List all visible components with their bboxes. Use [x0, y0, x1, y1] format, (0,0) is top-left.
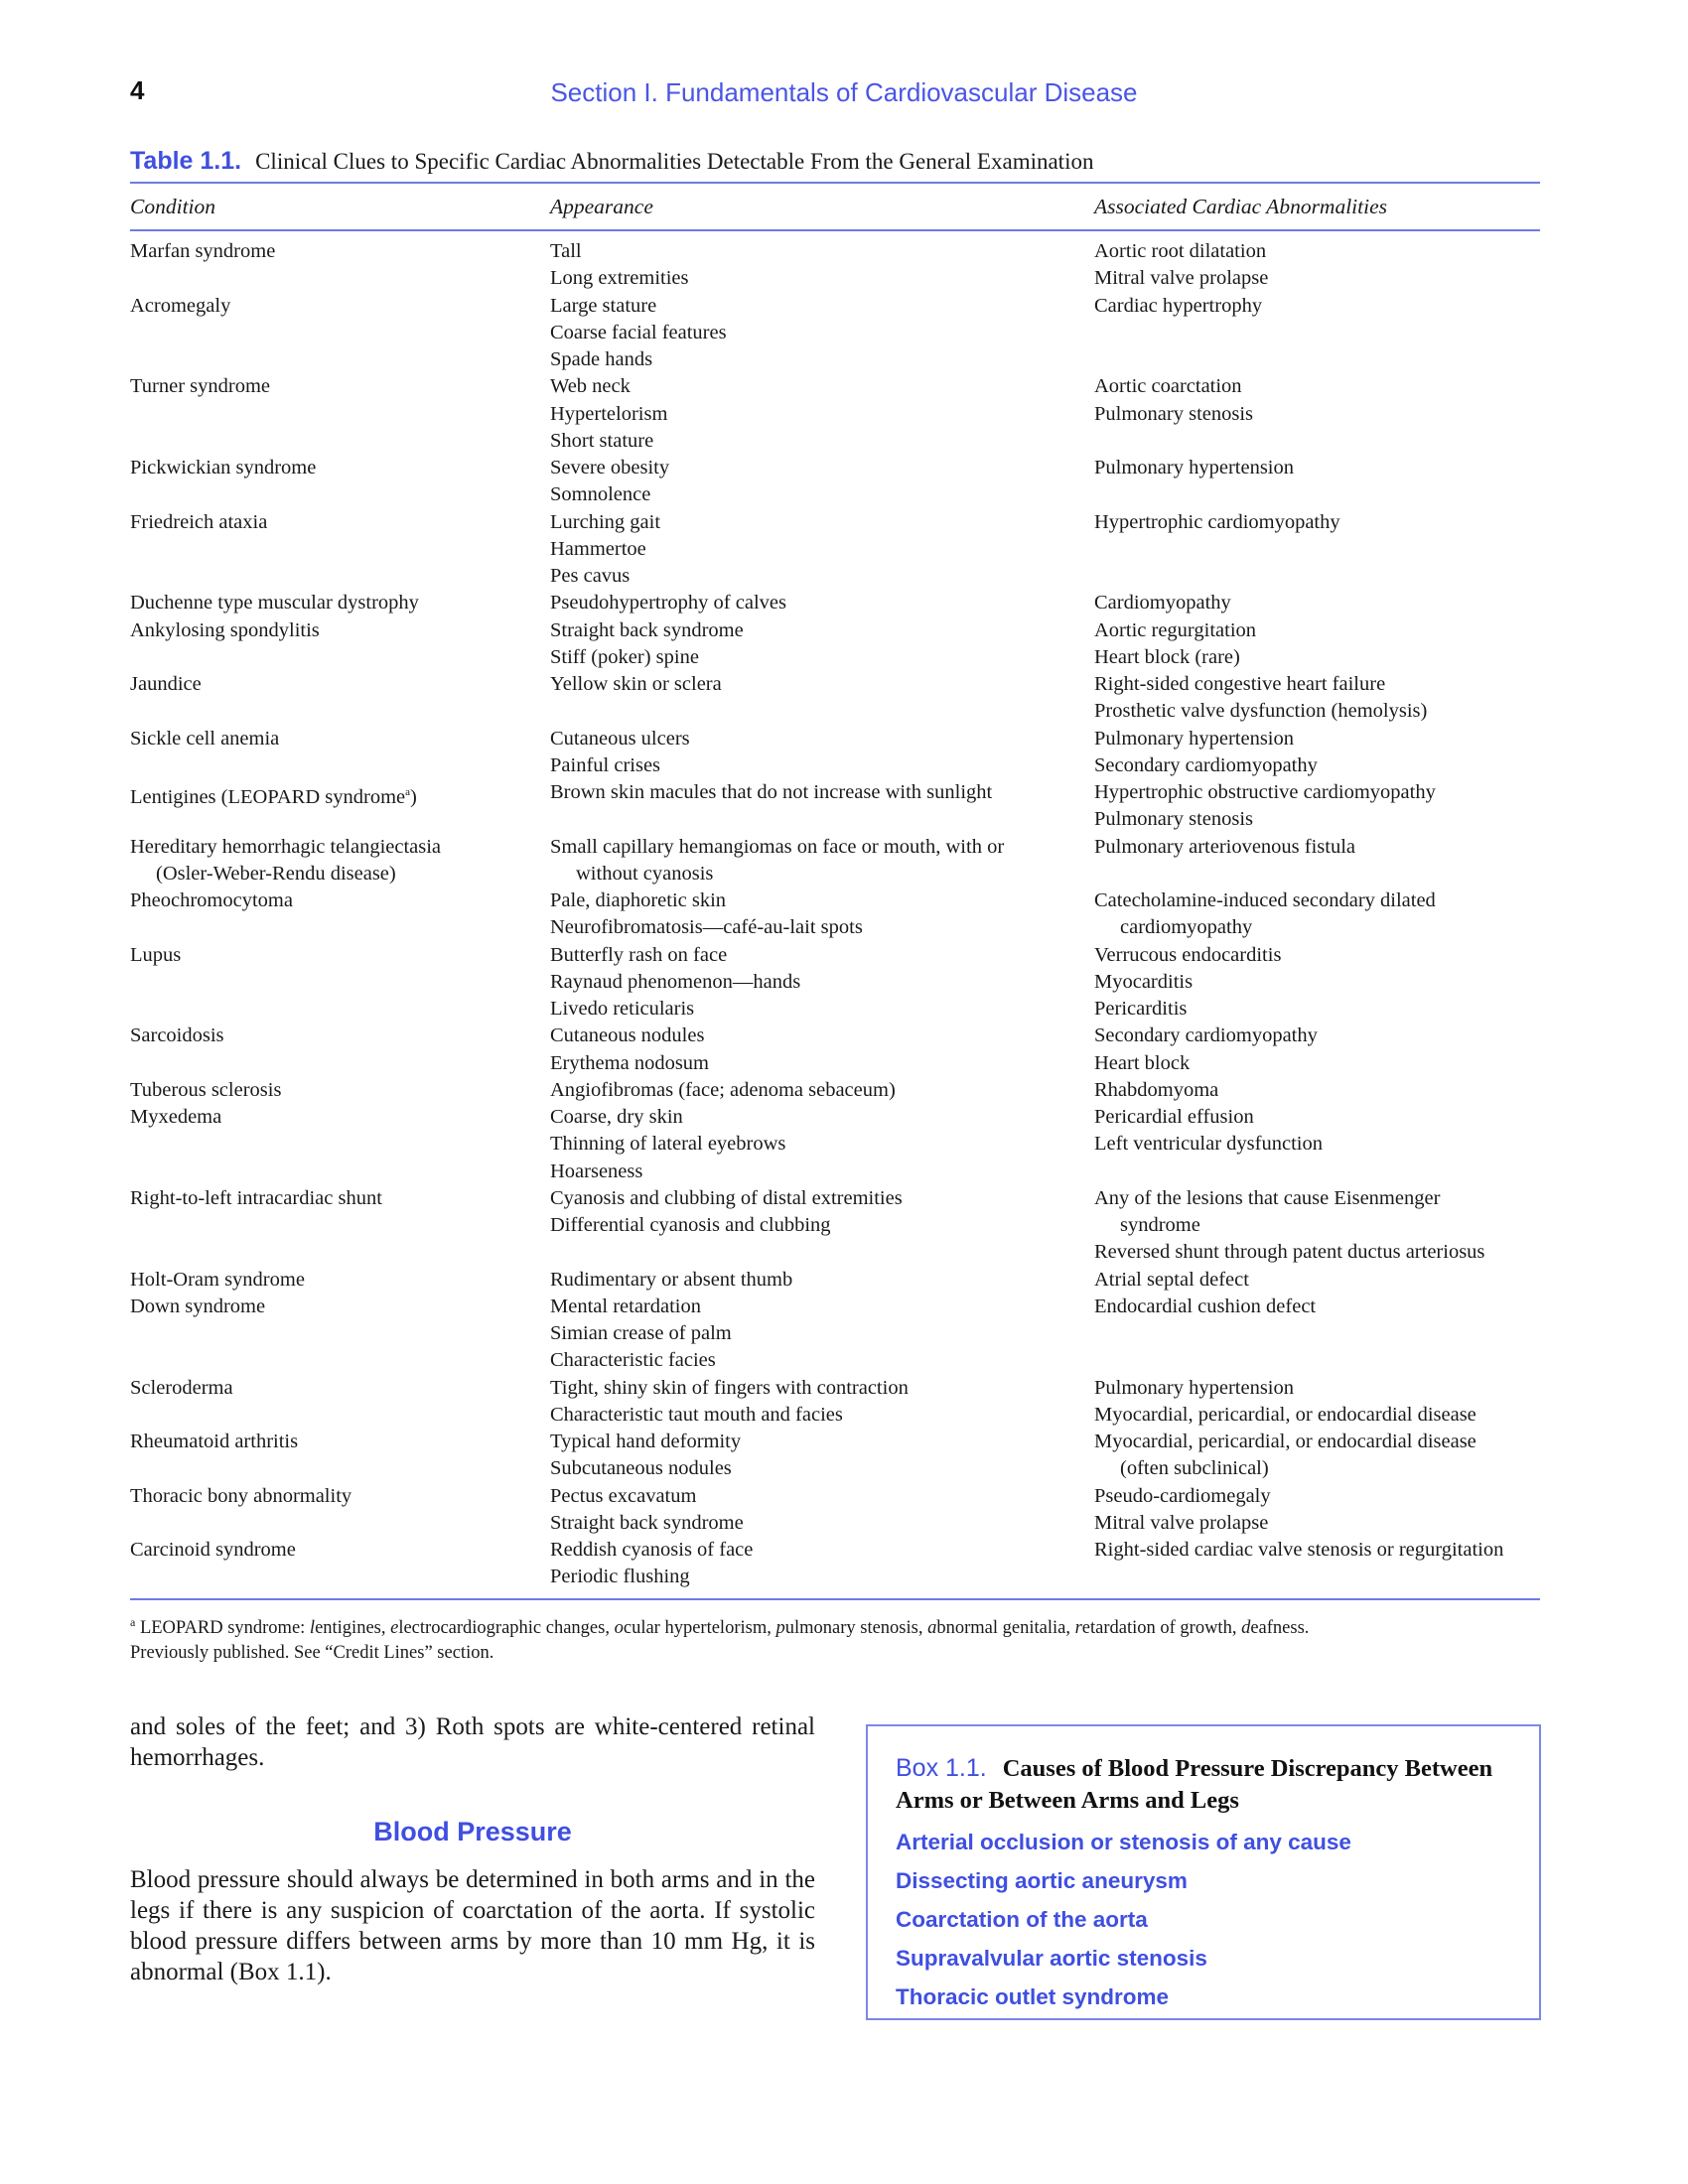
cell-line: Cutaneous ulcers — [550, 727, 690, 750]
cardiac-cell — [1094, 590, 1231, 616]
appearance-cell — [550, 887, 863, 942]
cell-line: Secondary cardiomyopathy — [1094, 753, 1318, 776]
page-number: 4 — [130, 75, 145, 105]
footnote-initial: d — [1241, 1618, 1251, 1639]
cell-line: Rudimentary or absent thumb — [550, 1268, 793, 1291]
cardiac-cell — [1094, 509, 1340, 536]
cell-line: Ankylosing spondylitis — [130, 618, 320, 641]
table-label: Table 1.1. — [130, 147, 242, 175]
box-item: Dissecting aortic aneurysm — [896, 1868, 1188, 1893]
footnote-terms — [310, 1618, 1309, 1638]
appearance-cell — [550, 1483, 744, 1538]
cell-line: Thoracic bony abnormality — [130, 1484, 352, 1507]
section-heading: Blood Pressure — [373, 1817, 572, 1846]
cell-line: Tall — [550, 240, 582, 262]
cell-line: Subcutaneous nodules — [550, 1457, 732, 1480]
table-row — [130, 942, 1540, 1024]
condition-cell — [130, 726, 279, 752]
cell-line: syndrome — [1120, 1214, 1200, 1236]
footnote-marker: a — [130, 1615, 136, 1629]
cell-line: Right-sided congestive heart failure — [1094, 673, 1386, 695]
column-header-cardiac: Associated Cardiac Abnormalities — [1094, 195, 1388, 218]
appearance-cell — [550, 1267, 792, 1294]
table-row — [130, 671, 1540, 726]
table-row — [130, 455, 1540, 509]
cardiac-cell — [1094, 1077, 1218, 1104]
cell-line: Somnolence — [550, 483, 651, 506]
condition-cell — [130, 887, 293, 914]
cardiac-cell — [1094, 779, 1436, 834]
footnote-initial: l — [309, 1618, 316, 1639]
appearance-cell — [550, 1375, 909, 1430]
cell-line: cardiomyopathy — [1120, 916, 1253, 939]
cell-line: Hypertrophic obstructive cardiomyopathy — [1094, 781, 1436, 803]
table-row — [130, 590, 1540, 616]
cardiac-cell — [1094, 1267, 1249, 1294]
table-row — [130, 887, 1540, 942]
column-header-appearance: Appearance — [550, 195, 653, 218]
cell-line: Scleroderma — [130, 1376, 233, 1399]
cell-line: Pulmonary arteriovenous fistula — [1094, 835, 1356, 858]
table-bottom-rule — [130, 1598, 1540, 1600]
cell-line: Mitral valve prolapse — [1094, 1511, 1269, 1534]
credit-line: Previously published. See “Credit Lines” section. — [130, 1643, 494, 1664]
appearance-cell — [550, 1294, 732, 1375]
table-row — [130, 373, 1540, 455]
table-row — [130, 1294, 1540, 1375]
table-body — [130, 238, 1540, 1591]
cell-line: Pheochromocytoma — [130, 889, 293, 911]
cell-line: Acromegaly — [130, 294, 231, 317]
cell-line: Severe obesity — [550, 457, 670, 478]
cell-line: Verrucous endocarditis — [1094, 943, 1282, 966]
cell-line: Long extremities — [550, 267, 689, 290]
condition-cell — [130, 1537, 296, 1564]
condition-cell — [130, 671, 202, 698]
cell-line: Left ventricular dysfunction — [1094, 1133, 1323, 1156]
cell-line: Lurching gait — [550, 510, 661, 533]
cell-line: Pseudo-cardiomegaly — [1094, 1484, 1271, 1507]
appearance-cell — [550, 942, 800, 1024]
condition-cell — [130, 1104, 221, 1131]
cell-line: Myocardial, pericardial, or endocardial disease — [1094, 1403, 1477, 1426]
cell-line: Painful crises — [550, 753, 661, 776]
cardiac-cell — [1094, 887, 1436, 942]
cell-line: Aortic root dilatation — [1094, 240, 1267, 262]
cell-line: Butterfly rash on face — [550, 943, 728, 966]
footnote-initial: o — [614, 1618, 624, 1639]
cell-line: Large stature — [550, 294, 657, 317]
cardiac-cell — [1094, 834, 1355, 861]
cell-line: Hypertrophic cardiomyopathy — [1094, 510, 1340, 533]
cell-line: Right-to-left intracardiac shunt — [130, 1186, 382, 1209]
cell-line: Cardiomyopathy — [1094, 592, 1231, 614]
cardiac-cell — [1094, 942, 1281, 1024]
cell-line: Pulmonary stenosis — [1094, 808, 1254, 831]
cell-line: Prosthetic valve dysfunction (hemolysis) — [1094, 700, 1428, 723]
appearance-cell — [550, 1104, 785, 1185]
cell-line: Myxedema — [130, 1106, 222, 1128]
box-item: Arterial occlusion or stenosis of any cause — [896, 1830, 1351, 1854]
appearance-cell — [550, 1185, 903, 1240]
cardiac-cell — [1094, 1294, 1316, 1320]
cell-line: Holt-Oram syndrome — [130, 1268, 305, 1291]
cell-line: Cutaneous nodules — [550, 1024, 705, 1047]
cell-line: Pericarditis — [1094, 998, 1188, 1020]
condition-cell — [130, 455, 316, 481]
footnote-initial: p — [775, 1618, 785, 1639]
footnote-term: etardation of growth, — [1081, 1618, 1242, 1639]
cell-line: Brown skin macules that do not increase with sunlight — [550, 781, 993, 803]
cell-line: Friedreich ataxia — [130, 510, 268, 533]
cardiac-cell — [1094, 1483, 1271, 1538]
column-header-condition: Condition — [130, 195, 216, 218]
condition-cell — [130, 1294, 265, 1320]
table-row — [130, 238, 1540, 293]
footnote-term: bnormal genitalia, — [936, 1618, 1075, 1639]
box-item: Coarctation of the aorta — [896, 1907, 1148, 1932]
cell-line: Straight back syndrome — [550, 618, 744, 641]
table-row — [130, 1267, 1540, 1294]
appearance-cell — [550, 455, 669, 509]
table-row — [130, 834, 1540, 888]
cell-line: without cyanosis — [576, 862, 714, 885]
cell-line: Catecholamine-induced secondary dilated — [1094, 889, 1436, 911]
condition-cell — [130, 590, 419, 616]
cell-line: Sickle cell anemia — [130, 727, 280, 750]
cell-line: Yellow skin or sclera — [550, 673, 722, 695]
table-row — [130, 1429, 1540, 1483]
cell-line: (often subclinical) — [1120, 1457, 1269, 1480]
cell-line: Characteristic facies — [550, 1349, 716, 1372]
cell-line: Rheumatoid arthritis — [130, 1431, 299, 1452]
condition-cell — [130, 1267, 305, 1294]
footnote-intro: LEOPARD syndrome: — [139, 1618, 310, 1639]
footnote-term: ulmonary stenosis, — [784, 1618, 928, 1639]
condition-cell — [130, 373, 270, 400]
cell-line: Cardiac hypertrophy — [1094, 294, 1263, 317]
appearance-cell — [550, 1429, 741, 1483]
cell-line: Down syndrome — [130, 1295, 266, 1317]
cell-line: Pes cavus — [550, 565, 631, 587]
cell-line: Simian crease of palm — [550, 1322, 732, 1344]
condition-cell — [130, 1023, 224, 1049]
cell-line: Myocardial, pericardial, or endocardial disease — [1094, 1431, 1477, 1452]
condition-cell — [130, 1375, 233, 1402]
cell-line: Pickwickian syndrome — [130, 457, 317, 478]
appearance-cell — [550, 834, 1004, 888]
cardiac-cell — [1094, 617, 1256, 672]
cell-line: Periodic flushing — [550, 1566, 690, 1588]
cardiac-cell — [1094, 1185, 1484, 1267]
cell-line: Neurofibromatosis—café-au-lait spots — [550, 916, 863, 939]
cell-line: Reddish cyanosis of face — [550, 1539, 754, 1561]
cell-line: Pulmonary hypertension — [1094, 457, 1294, 478]
cell-line: Jaundice — [130, 673, 202, 695]
cell-line: Small capillary hemangiomas on face or mouth, with or — [550, 835, 1005, 858]
cell-line: Coarse facial features — [550, 321, 727, 343]
cell-line: Endocardial cushion defect — [1094, 1295, 1317, 1317]
cell-line: Spade hands — [550, 348, 653, 370]
table-row — [130, 509, 1540, 591]
cardiac-cell — [1094, 1429, 1477, 1483]
footnote-initial: r — [1074, 1618, 1082, 1639]
cardiac-cell — [1094, 1537, 1503, 1564]
cardiac-cell — [1094, 1375, 1477, 1430]
cardiac-cell — [1094, 1023, 1318, 1077]
cell-line: Pulmonary stenosis — [1094, 402, 1254, 425]
condition-cell — [130, 1483, 352, 1510]
table-row — [130, 1077, 1540, 1104]
cell-line: Aortic coarctation — [1094, 375, 1242, 398]
footnote-term: cular hypertelorism, — [623, 1618, 776, 1639]
cell-line: (Osler-Weber-Rendu disease) — [156, 862, 396, 885]
appearance-cell — [550, 373, 667, 455]
cell-line: Any of the lesions that cause Eisenmenger — [1094, 1186, 1441, 1209]
cell-line: Mental retardation — [550, 1295, 701, 1317]
table-caption — [130, 147, 1540, 176]
cell-line: Thinning of lateral eyebrows — [550, 1133, 786, 1156]
table-row — [130, 779, 1540, 834]
cell-line: Coarse, dry skin — [550, 1106, 683, 1128]
body-paragraph: Blood pressure should always be determined in both arms and in the legs if there is any suspicion of coarctation of the aorta. If systolic blood pressure differs between arms by more than 10 mm Hg, it is abnormal (Box 1.1). — [130, 1866, 815, 1985]
appearance-cell — [550, 779, 992, 806]
appearance-cell — [550, 590, 786, 616]
appearance-cell — [550, 726, 690, 780]
cardiac-cell — [1094, 293, 1262, 320]
footnote-leopard — [130, 1610, 1540, 1641]
appearance-cell — [550, 617, 744, 672]
cell-line: Mitral valve prolapse — [1094, 267, 1269, 290]
table-row — [130, 1537, 1540, 1591]
appearance-cell — [550, 509, 660, 591]
cell-line: Secondary cardiomyopathy — [1094, 1024, 1318, 1047]
cell-line: Hypertelorism — [550, 402, 668, 425]
footnote-ref: a — [405, 786, 411, 798]
appearance-cell — [550, 238, 688, 293]
cell-line: Hoarseness — [550, 1160, 643, 1182]
condition-cell — [130, 942, 181, 969]
cell-line: Short stature — [550, 429, 654, 452]
footnote-term: entigines, — [315, 1618, 391, 1639]
cell-line: Pseudohypertrophy of calves — [550, 592, 786, 614]
condition-cell — [130, 779, 417, 806]
cell-line: Livedo reticularis — [550, 998, 695, 1020]
cell-line: Straight back syndrome — [550, 1511, 744, 1534]
cell-line: Pericardial effusion — [1094, 1106, 1254, 1128]
cell-line: Sarcoidosis — [130, 1024, 224, 1047]
table-row — [130, 726, 1540, 780]
cell-line: Myocarditis — [1094, 970, 1194, 993]
table-top-rule — [130, 182, 1540, 184]
cell-line: Differential cyanosis and clubbing — [550, 1214, 831, 1236]
cell-line: Cyanosis and clubbing of distal extremities — [550, 1186, 903, 1209]
condition-cell — [130, 1185, 382, 1212]
cell-line: Right-sided cardiac valve stenosis or regurgitation — [1094, 1539, 1504, 1561]
body-continuation: and soles of the feet; and 3) Roth spots are white-centered retinal hemorrhages. — [130, 1713, 815, 1771]
condition-cell — [130, 238, 275, 265]
cell-line: Typical hand deformity — [550, 1431, 742, 1452]
cell-line: Stiff (poker) spine — [550, 645, 699, 668]
cell-line: Pulmonary hypertension — [1094, 1376, 1294, 1399]
table-row — [130, 1104, 1540, 1185]
cell-line: Heart block — [1094, 1051, 1191, 1074]
cell-line: Reversed shunt through patent ductus arteriosus — [1094, 1241, 1485, 1264]
table-row — [130, 293, 1540, 374]
footnote-term: lectrocardiographic changes, — [398, 1618, 615, 1639]
cell-line: Characteristic taut mouth and facies — [550, 1403, 843, 1426]
table-column-headers — [130, 195, 1540, 224]
table-title: Clinical Clues to Specific Cardiac Abnormalities Detectable From the General Examination — [255, 149, 1094, 174]
cell-line: Web neck — [550, 375, 631, 398]
cell-line: Pectus excavatum — [550, 1484, 697, 1507]
cardiac-cell — [1094, 671, 1427, 726]
cell-line: Carcinoid syndrome — [130, 1539, 296, 1561]
footnote-initial: e — [390, 1618, 399, 1639]
cell-line: Pulmonary hypertension — [1094, 727, 1294, 750]
box-title-text: Causes of Blood Pressure Discrepancy Between Arms or Between Arms and Legs — [896, 1755, 1493, 1814]
cell-line: Atrial septal defect — [1094, 1268, 1249, 1291]
cell-line: Rhabdomyoma — [1094, 1078, 1219, 1101]
footnote-initial: a — [927, 1618, 937, 1639]
cell-line: Tuberous sclerosis — [130, 1078, 282, 1101]
cell-line: Hammertoe — [550, 537, 646, 560]
table-row — [130, 1185, 1540, 1267]
cell-line: Turner syndrome — [130, 375, 271, 398]
condition-cell — [130, 1429, 298, 1455]
cardiac-cell — [1094, 373, 1253, 428]
box-1-1 — [866, 1724, 1541, 2020]
table-footnotes — [130, 1610, 1540, 1666]
cell-line: Heart block (rare) — [1094, 645, 1240, 668]
cardiac-cell — [1094, 455, 1294, 481]
cell-line: Lentigines (LEOPARD syndrome$^a$) — [130, 785, 417, 808]
box-list — [896, 1823, 1513, 2016]
condition-cell — [130, 293, 230, 320]
running-head: Section I. Fundamentals of Cardiovascular Disease — [550, 77, 1138, 107]
footnote-term: eafness. — [1250, 1618, 1310, 1639]
appearance-cell — [550, 1537, 753, 1591]
cell-line: Duchenne type muscular dystrophy — [130, 592, 419, 614]
cardiac-cell — [1094, 726, 1318, 780]
condition-cell — [130, 509, 267, 536]
condition-cell — [130, 834, 441, 888]
cell-line: Angiofibromas (face; adenoma sebaceum) — [550, 1078, 896, 1101]
table-row — [130, 1023, 1540, 1077]
cell-line: Pale, diaphoretic skin — [550, 889, 727, 911]
cell-line: Tight, shiny skin of fingers with contraction — [550, 1376, 909, 1399]
cell-line: Marfan syndrome — [130, 240, 276, 262]
cardiac-cell — [1094, 1104, 1323, 1159]
appearance-cell — [550, 1023, 709, 1077]
table-row — [130, 1483, 1540, 1538]
cell-line: Lupus — [130, 943, 182, 966]
box-label: Box 1.1. — [896, 1754, 987, 1782]
cell-line: Raynaud phenomenon—hands — [550, 970, 801, 993]
box-item: Supravalvular aortic stenosis — [896, 1946, 1207, 1971]
cell-line: Hereditary hemorrhagic telangiectasia — [130, 835, 442, 858]
cell-line: Erythema nodosum — [550, 1051, 709, 1074]
condition-cell — [130, 617, 320, 644]
box-item: Thoracic outlet syndrome — [896, 1984, 1170, 2009]
appearance-cell — [550, 1077, 896, 1104]
cell-line: Aortic regurgitation — [1094, 618, 1257, 641]
appearance-cell — [550, 671, 722, 698]
table-row — [130, 1375, 1540, 1430]
table-header-rule — [130, 229, 1540, 231]
appearance-cell — [550, 293, 727, 374]
condition-cell — [130, 1077, 281, 1104]
cardiac-cell — [1094, 238, 1268, 293]
table-row — [130, 617, 1540, 672]
box-title — [896, 1752, 1513, 1817]
